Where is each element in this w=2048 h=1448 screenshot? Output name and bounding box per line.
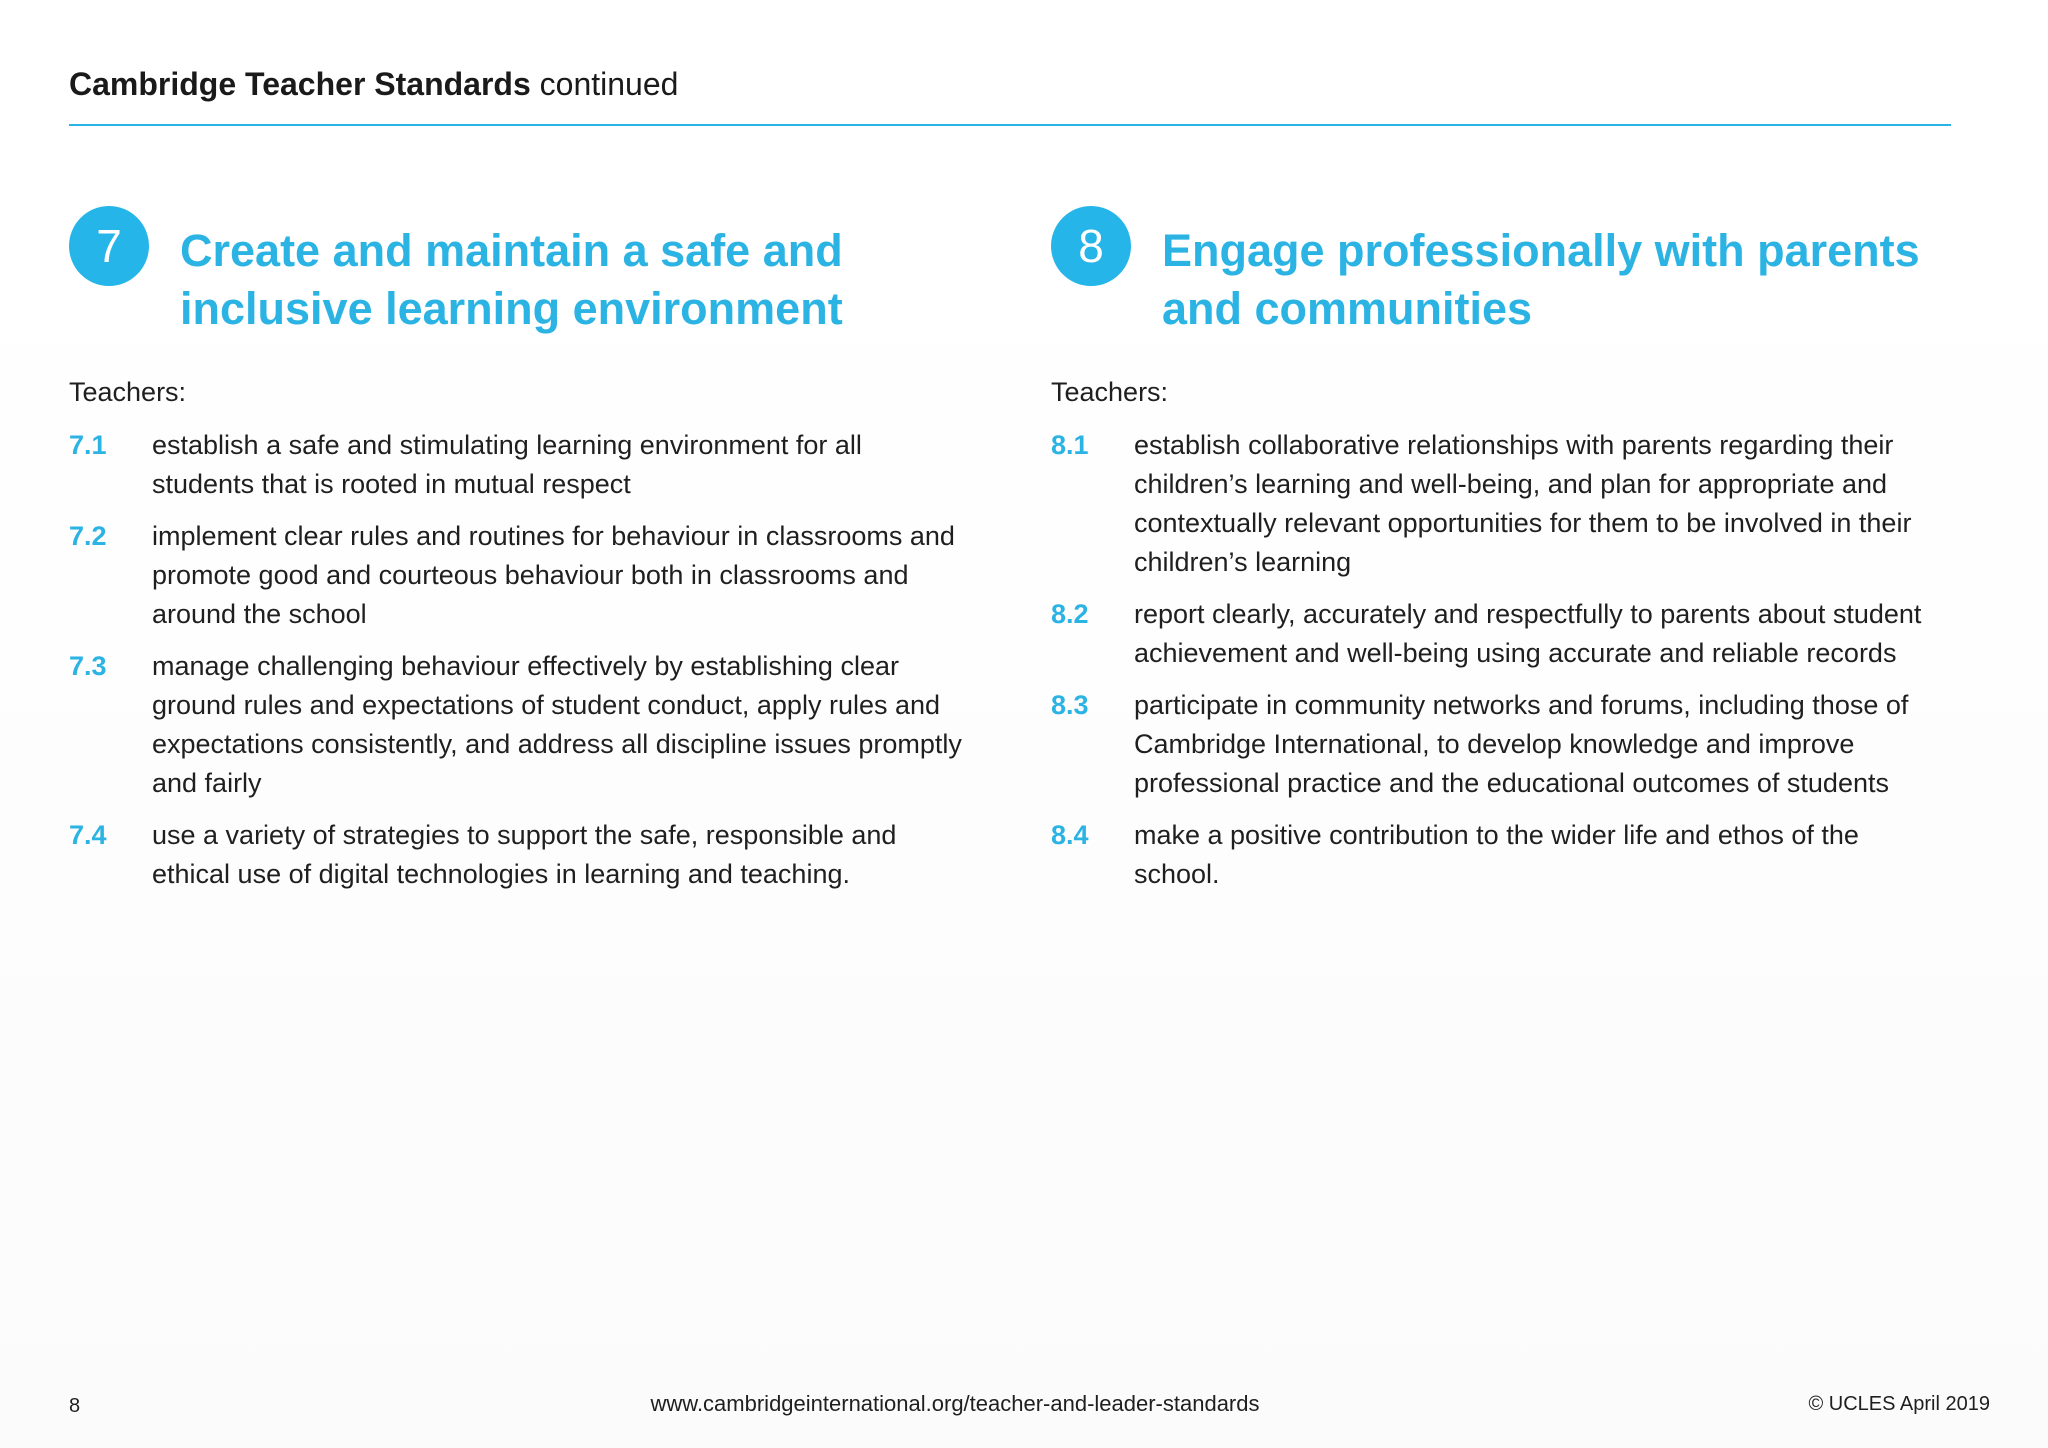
item-number: 7.2	[69, 521, 107, 551]
item-number: 8.3	[1051, 690, 1089, 720]
standards-list	[1051, 426, 1951, 907]
page-number: 8	[69, 1395, 81, 1417]
section-number-badge: 8	[1051, 206, 1131, 286]
item-number: 8.1	[1051, 430, 1089, 460]
header-continued: continued	[530, 66, 679, 102]
list-item	[1051, 595, 1951, 673]
page-header	[69, 62, 678, 106]
header-divider	[69, 124, 1951, 126]
section-number-badge: 7	[69, 206, 149, 286]
item-number: 8.4	[1051, 820, 1089, 850]
item-number: 7.3	[69, 651, 107, 681]
item-text: implement clear rules and routines for behaviour in classrooms and promote good and courteous behaviour both in classrooms and around the school	[152, 521, 955, 629]
section-title: Create and maintain a safe and inclusive learning environment	[180, 225, 843, 334]
section-title: Engage professionally with parents and communities	[1162, 225, 1920, 334]
item-text: use a variety of strategies to support the safe, responsible and ethical use of digital technologies in learning and teaching.	[152, 820, 897, 889]
item-text: establish collaborative relationships with parents regarding their children’s learning and well-being, and plan for appropriate and contextually relevant opportunities for them to be involved in their children’s learning	[1134, 430, 1912, 577]
list-item	[1051, 816, 1951, 894]
item-text: establish a safe and stimulating learning environment for all students that is rooted in mutual respect	[152, 430, 862, 499]
list-item	[1051, 686, 1951, 803]
item-text: participate in community networks and forums, including those of Cambridge International, to develop knowledge and improve professional practice and the educational outcomes of students	[1134, 690, 1909, 798]
item-number: 8.2	[1051, 599, 1089, 629]
footer-url-link[interactable]: www.cambridgeinternational.org/teacher-and-leader-standards	[650, 1391, 1260, 1416]
section-intro: Teachers:	[1051, 377, 1169, 407]
copyright-notice: © UCLES April 2019	[1808, 1393, 1990, 1415]
list-item	[69, 816, 969, 894]
list-item	[1051, 426, 1951, 582]
header-title: Cambridge Teacher Standards	[69, 66, 531, 102]
item-number: 7.1	[69, 430, 107, 460]
item-number: 7.4	[69, 820, 107, 850]
list-item	[69, 517, 969, 634]
list-item	[69, 426, 969, 504]
item-text: report clearly, accurately and respectfully to parents about student achievement and well-being using accurate and reliable records	[1134, 599, 1922, 668]
item-text: make a positive contribution to the wider life and ethos of the school.	[1134, 820, 1859, 889]
standards-list	[69, 426, 969, 907]
section-intro: Teachers:	[69, 377, 187, 407]
item-text: manage challenging behaviour effectively by establishing clear ground rules and expectations of student conduct, apply rules and expectations consistently, and address all discipline issues promptly and fairly	[152, 651, 962, 798]
list-item	[69, 647, 969, 803]
